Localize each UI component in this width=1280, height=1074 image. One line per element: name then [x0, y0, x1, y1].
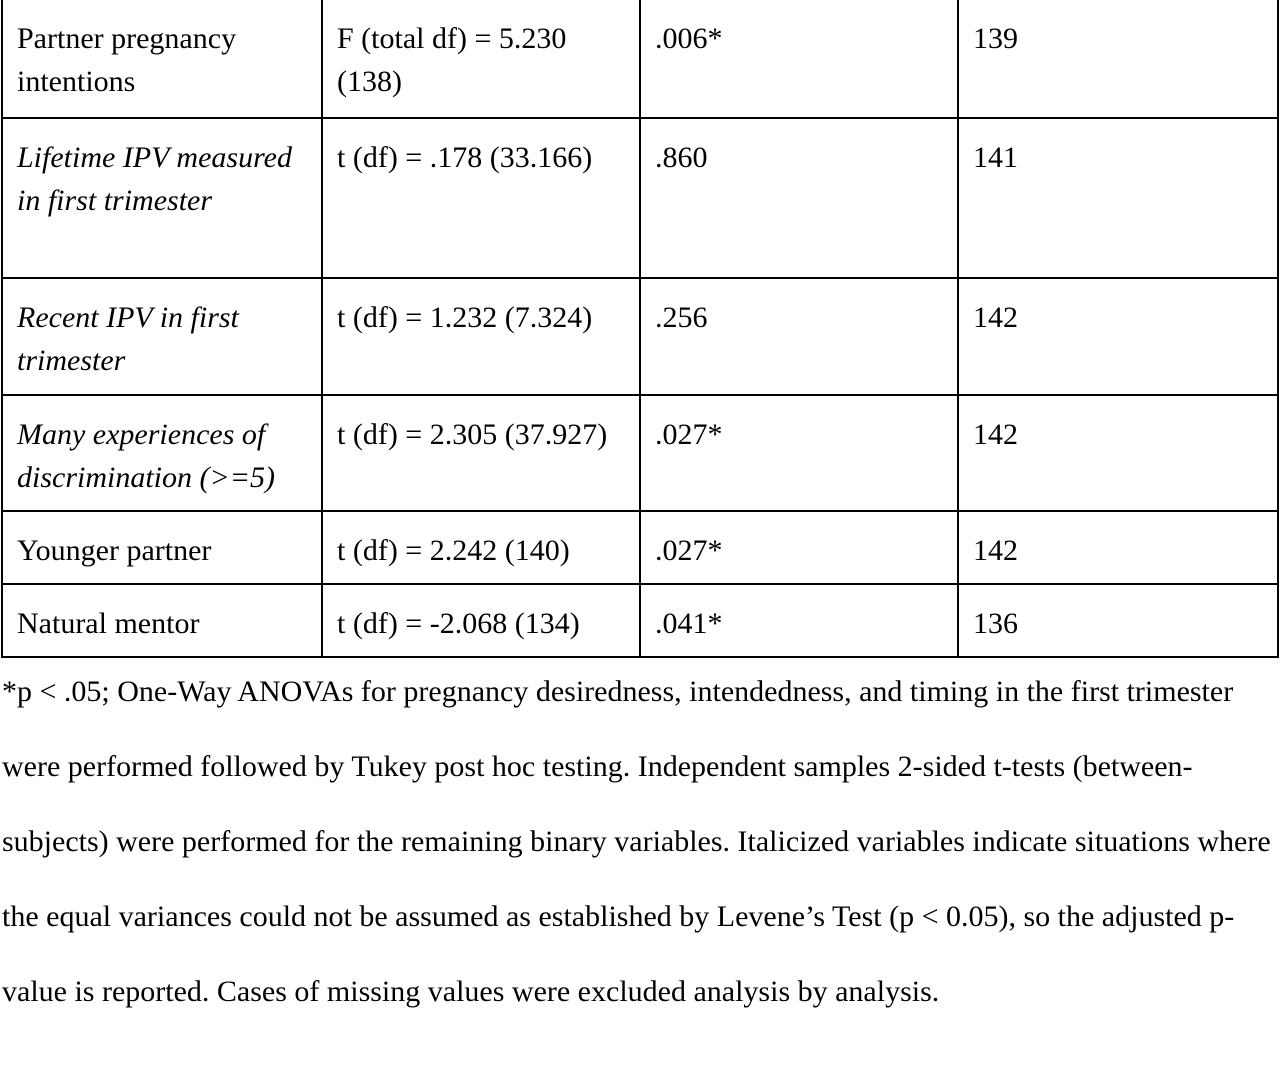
- n-cell: 136: [958, 584, 1278, 657]
- table-row: [2, 118, 1278, 278]
- n-cell: 141: [958, 118, 1278, 278]
- p-value-cell: .041*: [640, 584, 958, 657]
- variable-cell: Partner pregnancy intentions: [2, 0, 322, 118]
- test-statistic-cell: t (df) = 2.305 (37.927): [322, 395, 640, 511]
- n-cell: 142: [958, 395, 1278, 511]
- results-table: [1, 0, 1279, 658]
- p-value-cell: .256: [640, 278, 958, 395]
- p-value-cell: .860: [640, 118, 958, 278]
- table-footnote: *p < .05; One-Way ANOVAs for pregnancy desiredness, intendedness, and timing in the first trimester were performed followed by Tukey post hoc testing. Independent samples 2-sided t-tests (between-subjects) were performed for the remaining binary variables. Italicized variables indicate situations where the equal variances could not be assumed as established by Levene’s Test (p < 0.05), so the adjusted p-value is reported. Cases of missing values were excluded analysis by analysis.: [2, 675, 1271, 1008]
- n-cell: 142: [958, 511, 1278, 584]
- table-row: [2, 584, 1278, 657]
- variable-cell: Recent IPV in first trimester: [2, 278, 322, 395]
- table-row: [2, 511, 1278, 584]
- variable-cell: Natural mentor: [2, 584, 322, 657]
- test-statistic-cell: F (total df) = 5.230 (138): [322, 0, 640, 118]
- p-value-cell: .027*: [640, 511, 958, 584]
- variable-cell: Younger partner: [2, 511, 322, 584]
- table-row: [2, 0, 1278, 118]
- table-row: [2, 278, 1278, 395]
- test-statistic-cell: t (df) = 2.242 (140): [322, 511, 640, 584]
- test-statistic-cell: t (df) = -2.068 (134): [322, 584, 640, 657]
- n-cell: 142: [958, 278, 1278, 395]
- test-statistic-cell: t (df) = 1.232 (7.324): [322, 278, 640, 395]
- p-value-cell: .027*: [640, 395, 958, 511]
- p-value-cell: .006*: [640, 0, 958, 118]
- table-row: [2, 395, 1278, 511]
- test-statistic-cell: t (df) = .178 (33.166): [322, 118, 640, 278]
- variable-cell: Lifetime IPV measured in first trimester: [2, 118, 322, 278]
- variable-cell: Many experiences of discrimination (>=5): [2, 395, 322, 511]
- n-cell: 139: [958, 0, 1278, 118]
